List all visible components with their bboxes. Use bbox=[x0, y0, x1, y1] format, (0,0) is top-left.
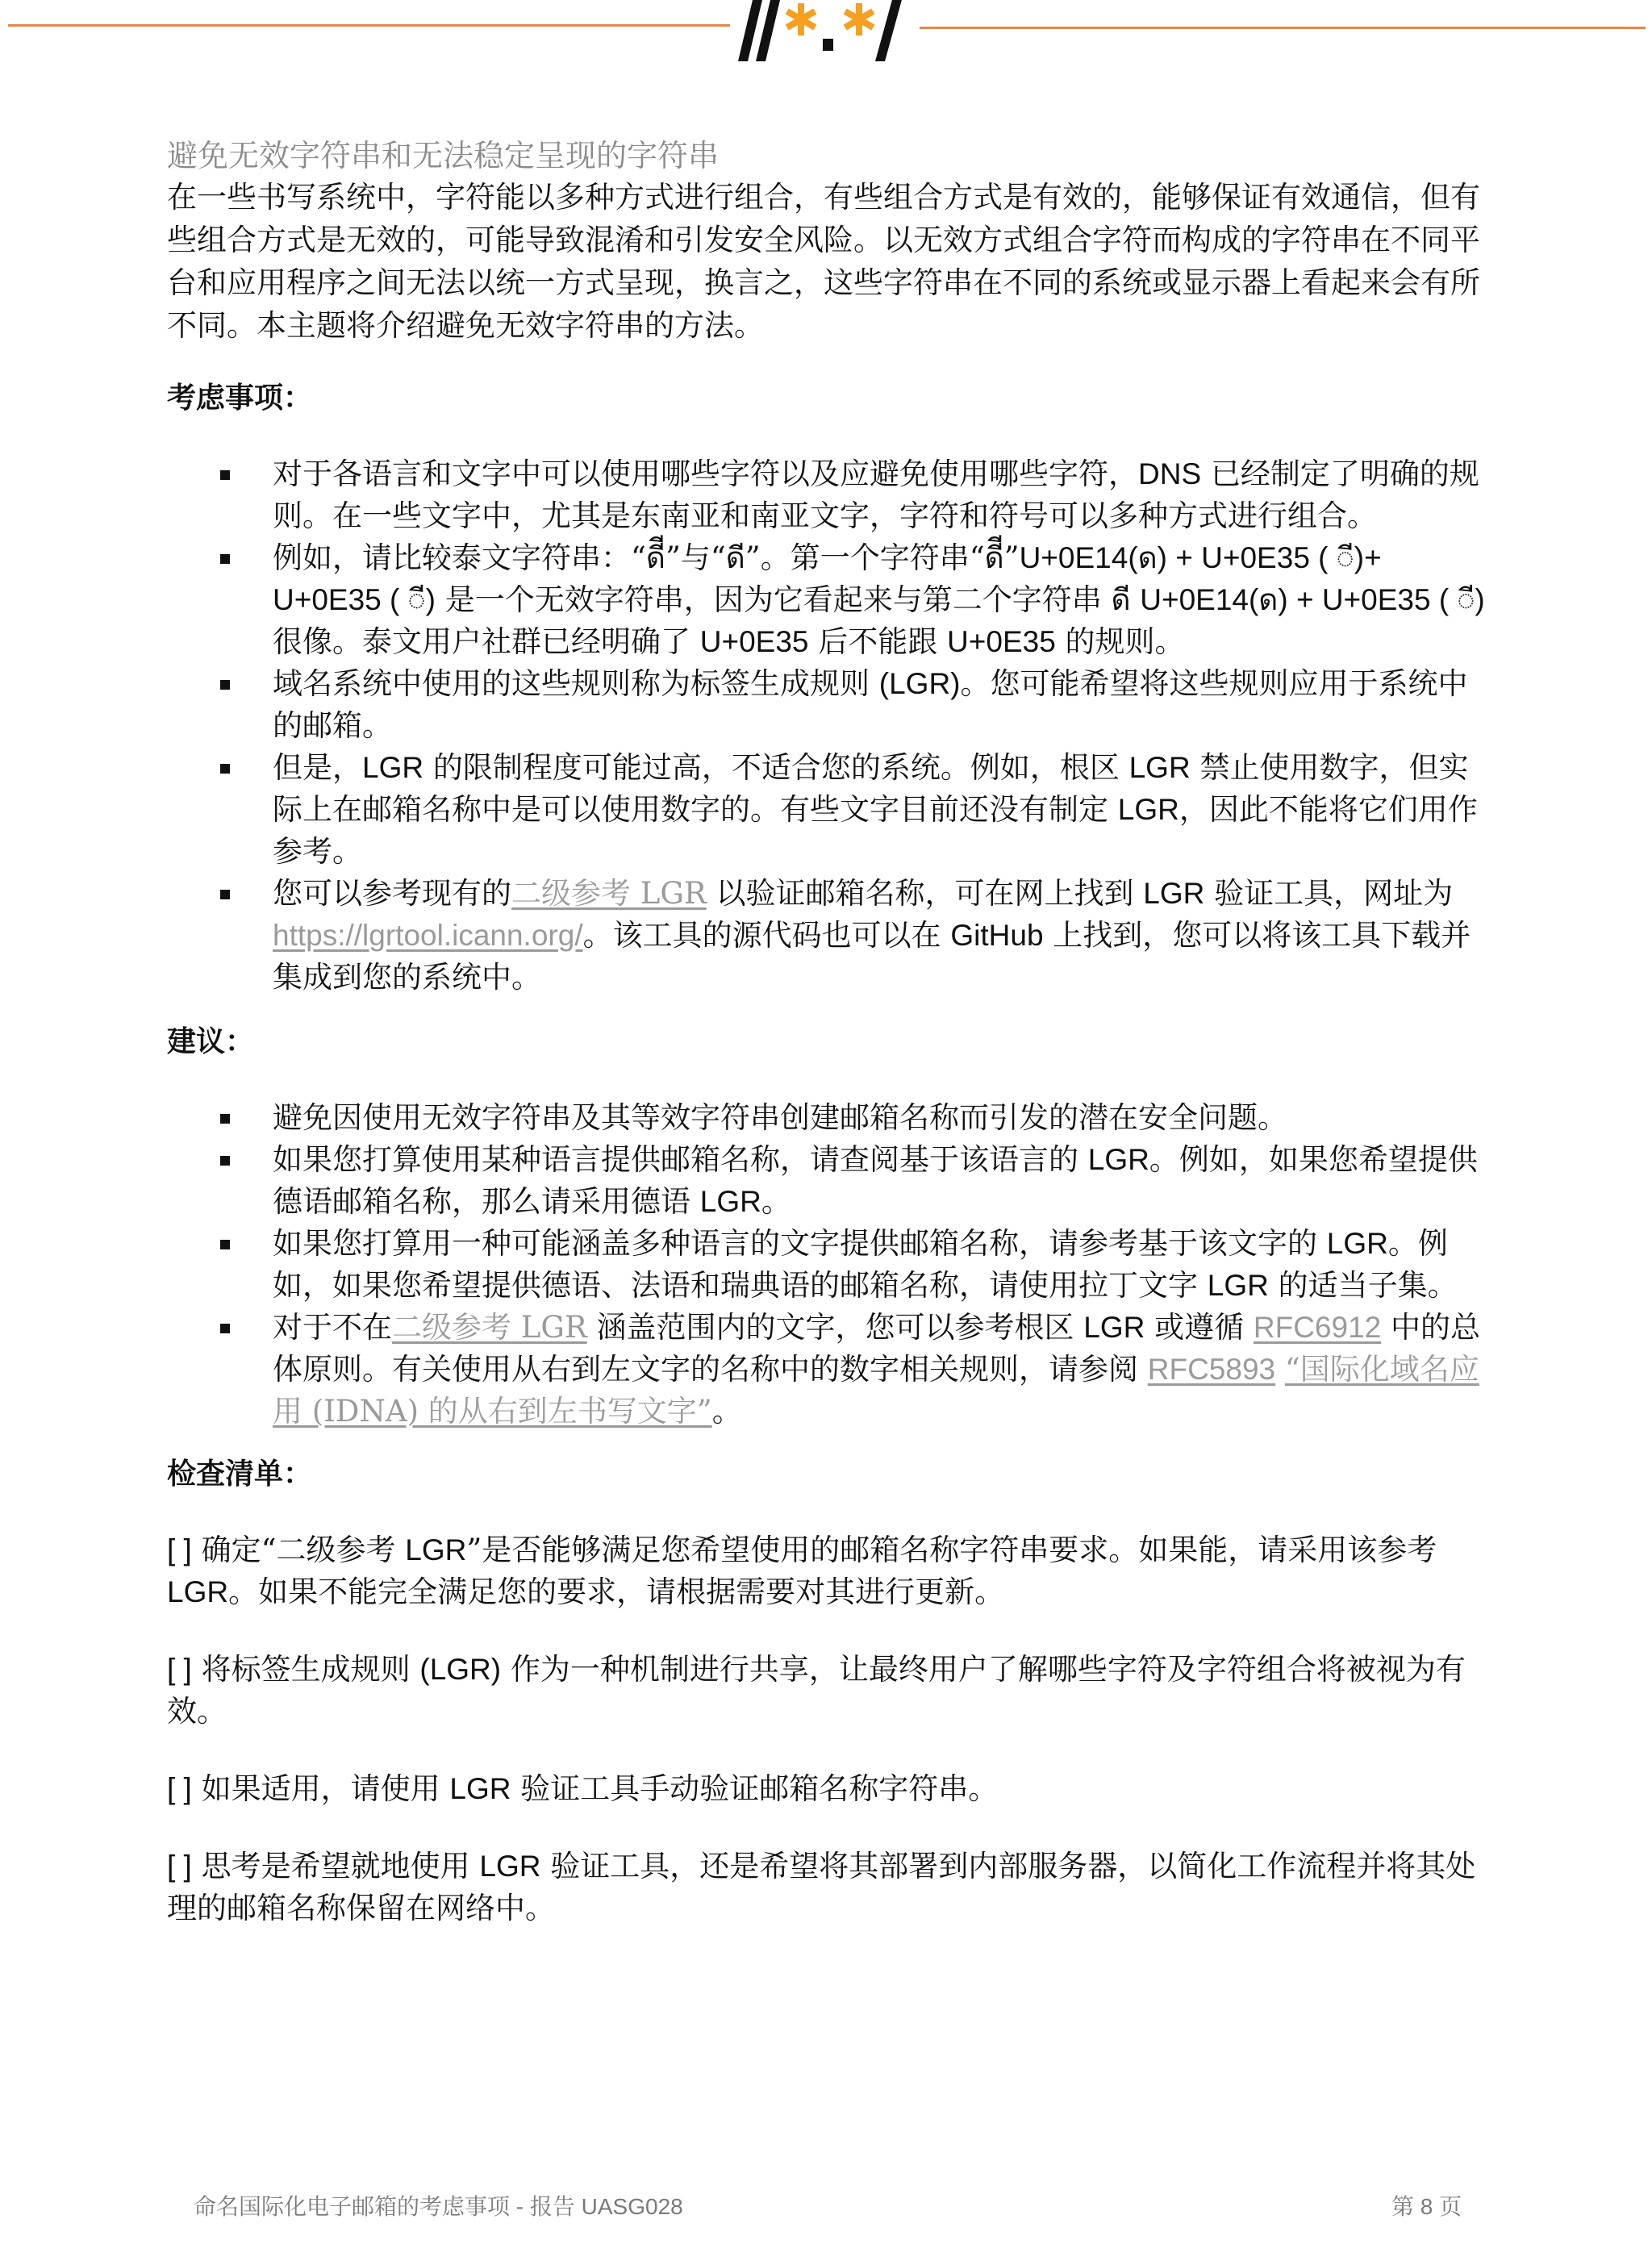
text-run: LGR bbox=[1083, 1311, 1145, 1344]
recommendations-heading: 建议： bbox=[167, 1024, 255, 1057]
footer-document-title: 命名国际化电子邮箱的考虑事项 - 报告 UASG028 bbox=[194, 2194, 683, 2219]
text-run: 但是， bbox=[273, 750, 362, 785]
text-run: 将标签生成规则 bbox=[191, 1652, 420, 1687]
text-run: 如果适用，请使用 bbox=[191, 1771, 450, 1806]
text-run: 确定“二级参考 bbox=[191, 1533, 406, 1567]
bullet-item bbox=[273, 1223, 1490, 1307]
recommendations-list bbox=[167, 1097, 1490, 1433]
text-run: 思考是希望就地使用 bbox=[191, 1849, 480, 1883]
checkbox-icon[interactable]: [ ] bbox=[167, 1772, 192, 1805]
text-run: U+0E35 bbox=[699, 625, 809, 658]
footer-page-number: 第 8 页 bbox=[1391, 2194, 1462, 2219]
square-bullet-icon bbox=[220, 1240, 230, 1249]
text-run: U+0E35 bbox=[947, 625, 1056, 658]
text-run: 域名系统中使用的这些规则称为标签生成规则 bbox=[273, 666, 879, 701]
section-title: 避免无效字符串和无法稳定呈现的字符串 bbox=[167, 138, 720, 173]
text-run: LGR bbox=[699, 1185, 761, 1218]
checklist-item bbox=[167, 1649, 1490, 1733]
text-run: LGR bbox=[1087, 1143, 1149, 1176]
text-run: 禁止使用数字，但实际上在邮箱名称中是可以使用数字的。有些文字目前还没有制定 bbox=[273, 750, 1469, 827]
text-run: 的适当子集。 bbox=[1268, 1268, 1458, 1303]
text-run: 。 bbox=[761, 1184, 791, 1219]
inline-link[interactable]: 二级参考 LGR bbox=[511, 876, 707, 911]
text-run: 。该工具的源代码也可以在 bbox=[582, 918, 951, 953]
text-run: 验证工具，网址为 bbox=[1204, 876, 1454, 911]
text-run: LGR bbox=[1326, 1227, 1388, 1260]
text-run: 您可以参考现有的 bbox=[273, 876, 511, 911]
text-run: LGR bbox=[1117, 793, 1179, 826]
text-run bbox=[1275, 1352, 1285, 1387]
checklist-heading: 检查清单： bbox=[167, 1457, 313, 1490]
text-run: 。例如，如果您希望提供德语、法语和瑞典语的邮箱名称，请使用拉丁文字 bbox=[273, 1226, 1448, 1303]
bullet-item bbox=[273, 747, 1490, 873]
text-run: LGR bbox=[1128, 751, 1191, 784]
square-bullet-icon bbox=[220, 1156, 230, 1166]
bullet-item bbox=[273, 1097, 1490, 1139]
text-run: ”是否能够满足您希望使用的邮箱名称字符串要求。如果能，请采用该参考 bbox=[466, 1533, 1437, 1567]
text-run: 涵盖范围内的文字，您可以参考根区 bbox=[586, 1310, 1084, 1345]
page-content bbox=[167, 136, 1490, 1965]
text-run: 对于各语言和文字中可以使用哪些字符以及应避免使用哪些字符， bbox=[273, 457, 1138, 491]
logo-star-2 bbox=[844, 3, 875, 35]
inline-link[interactable]: 二级参考 LGR bbox=[392, 1310, 587, 1345]
logo-star-1 bbox=[786, 3, 817, 35]
text-run: 例如，请比较泰文字符串：“ดีี”与“ดี”。第一个字符串“ดีี” bbox=[273, 540, 1020, 575]
text-run: 是一个无效字符串，因为它看起来与第二个字符串 ดี bbox=[435, 582, 1141, 617]
text-run: U+0E14(ด) + U+0E35 ( ◌ี) bbox=[1140, 583, 1485, 616]
text-run: LGR bbox=[1143, 877, 1205, 910]
inline-link[interactable]: https://lgrtool.icann.org/ bbox=[273, 919, 583, 952]
square-bullet-icon bbox=[220, 890, 230, 899]
text-run: U+0E14(ด) + U+0E35 ( ◌ี)+ U+0E35 ( ◌ี) bbox=[273, 541, 1382, 616]
inline-link[interactable]: RFC5893 bbox=[1147, 1353, 1276, 1386]
square-bullet-icon bbox=[220, 554, 230, 564]
square-bullet-icon bbox=[220, 470, 230, 480]
text-run: LGR bbox=[1207, 1269, 1269, 1302]
text-run: 。 bbox=[711, 1394, 742, 1429]
considerations-heading: 考虑事项： bbox=[167, 381, 313, 414]
text-run: LGR bbox=[167, 1575, 229, 1608]
header-rule-left bbox=[8, 24, 730, 27]
text-run: 避免因使用无效字符串及其等效字符串创建邮箱名称而引发的潜在安全问题。 bbox=[273, 1100, 1287, 1135]
bullet-item bbox=[273, 663, 1490, 747]
text-run: 。如果不能完全满足您的要求，请根据需要对其进行更新。 bbox=[228, 1575, 1005, 1609]
text-run: 的规则。 bbox=[1055, 624, 1185, 659]
text-run: ，因此不能将它们用作参考。 bbox=[273, 792, 1478, 869]
intro-paragraph: 在一些书写系统中，字符能以多种方式进行组合，有些组合方式是有效的，能够保证有效通信，但有些组合方式是无效的，可能导致混淆和引发安全风险。以无效方式组合字符而构成的字符串在不同平台和应用程序之间无法以统一方式呈现，换言之，这些字符串在不同的系统或显示器上看起来会有所不同。本主题将介绍避免无效字符串的方法。 bbox=[167, 180, 1480, 343]
bullet-item bbox=[273, 537, 1490, 663]
text-run: 已经制定了明确的规则。在一些文字中，尤其是东南亚和南亚文字，字符和符号可以多种方式进行组合。 bbox=[273, 457, 1479, 533]
square-bullet-icon bbox=[220, 1324, 230, 1333]
checklist bbox=[167, 1529, 1490, 1929]
bullet-item bbox=[273, 1139, 1490, 1223]
text-run: 或遵循 bbox=[1145, 1310, 1254, 1345]
header-rule-right bbox=[920, 27, 1646, 29]
text-run: 验证工具，还是希望将其部署到内部服务器，以简化工作流程并将其处理的邮箱名称保留在网络中。 bbox=[167, 1849, 1476, 1925]
text-run: LGR bbox=[405, 1533, 467, 1566]
text-run: LGR bbox=[362, 751, 424, 784]
square-bullet-icon bbox=[220, 1114, 230, 1124]
uasg-logo-icon bbox=[730, 0, 924, 61]
checklist-item bbox=[167, 1846, 1490, 1929]
text-run: LGR bbox=[449, 1772, 511, 1805]
text-run: 很像。泰文用户社群已经明确了 bbox=[273, 624, 700, 659]
bullet-item bbox=[273, 1307, 1490, 1433]
text-run: GitHub bbox=[950, 919, 1044, 952]
checklist-item bbox=[167, 1768, 1490, 1810]
checkbox-icon[interactable]: [ ] bbox=[167, 1533, 192, 1566]
checkbox-icon[interactable]: [ ] bbox=[167, 1850, 192, 1883]
checklist-item bbox=[167, 1529, 1490, 1613]
text-run: 。例如，如果您希望提供德语邮箱名称，那么请采用德语 bbox=[273, 1142, 1478, 1219]
text-run: 的限制程度可能过高，不适合您的系统。例如，根区 bbox=[423, 750, 1129, 785]
considerations-list bbox=[167, 453, 1490, 999]
text-run: 作为一种机制进行共享，让最终用户了解哪些字符及字符组合将被视为有效。 bbox=[167, 1652, 1466, 1729]
text-run: 验证工具手动验证邮箱名称字符串。 bbox=[511, 1771, 999, 1806]
checkbox-icon[interactable]: [ ] bbox=[167, 1653, 192, 1686]
text-run: 如果您打算使用某种语言提供邮箱名称，请查阅基于该语言的 bbox=[273, 1142, 1088, 1177]
text-run: 。您可能希望将这些规则应用于系统中的邮箱。 bbox=[273, 666, 1468, 743]
bullet-item bbox=[273, 873, 1490, 999]
bullet-item bbox=[273, 453, 1490, 537]
text-run: 中的总体原则。有关使用从右到左文字的名称中的数字相关规则，请参阅 bbox=[273, 1310, 1481, 1387]
inline-link[interactable]: “国际化域名应用 (IDNA) 的从右到左书写文字” bbox=[273, 1352, 1479, 1429]
text-run: (LGR) bbox=[878, 667, 961, 700]
logo-dot bbox=[823, 39, 833, 51]
logo-slash-3 bbox=[875, 0, 903, 61]
text-run: LGR bbox=[479, 1850, 541, 1883]
text-run: 对于不在 bbox=[273, 1310, 392, 1345]
square-bullet-icon bbox=[220, 764, 230, 774]
text-run: (LGR) bbox=[419, 1653, 502, 1686]
square-bullet-icon bbox=[220, 680, 230, 690]
text-run: 如果您打算用一种可能涵盖多种语言的文字提供邮箱名称，请参考基于该文字的 bbox=[273, 1226, 1327, 1261]
text-run: 后不能跟 bbox=[808, 624, 948, 659]
text-run: 上找到，您可以将该工具下载并集成到您的系统中。 bbox=[273, 918, 1471, 995]
inline-link[interactable]: RFC6912 bbox=[1253, 1311, 1382, 1344]
text-run: DNS bbox=[1138, 457, 1202, 490]
text-run: 以验证邮箱名称，可在网上找到 bbox=[706, 876, 1144, 911]
